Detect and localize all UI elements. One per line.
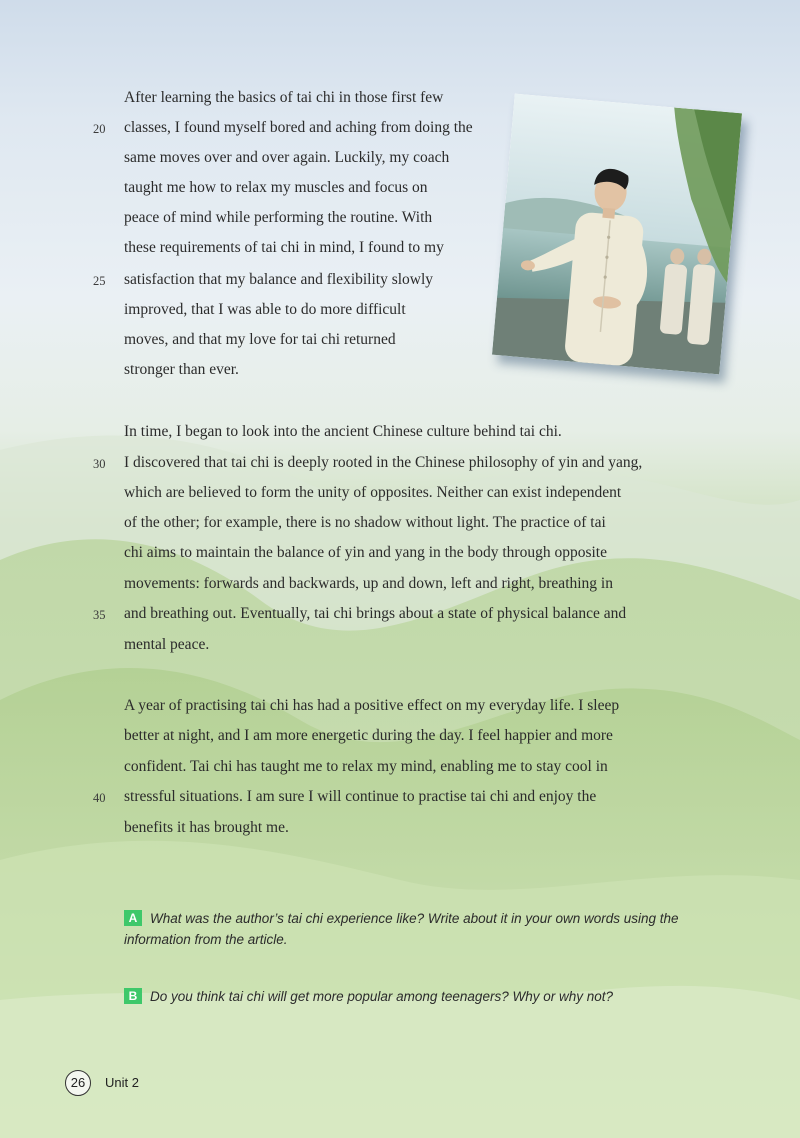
text-line: confident. Tai chi has taught me to relax my mind, enabling me to stay cool in [124,758,608,775]
line-number: 25 [93,274,106,288]
text-line: benefits it has brought me. [124,819,289,836]
text-line: satisfaction that my balance and flexibility slowly [124,271,434,288]
task-b [124,986,714,1007]
text-line: same moves over and over again. Luckily, my coach [124,149,450,166]
text-line: stressful situations. I am sure I will continue to practise tai chi and enjoy the [124,788,597,805]
line-number: 30 [93,457,106,471]
text-line: mental peace. [124,636,210,653]
text-line: I discovered that tai chi is deeply rooted in the Chinese philosophy of yin and yang, [124,454,643,471]
text-line: stronger than ever. [124,361,239,378]
task-label-badge: B [124,988,142,1004]
line-number: 35 [93,608,106,622]
text-line: movements: forwards and backwards, up and down, left and right, breathing in [124,575,613,592]
text-line: these requirements of tai chi in mind, I found to my [124,239,444,256]
page-number: 26 [65,1070,91,1096]
text-line: of the other; for example, there is no shadow without light. The practice of tai [124,514,606,531]
text-line: and breathing out. Eventually, tai chi brings about a state of physical balance and [124,605,627,622]
task-label-badge: A [124,910,142,926]
text-line: classes, I found myself bored and aching from doing the [124,119,473,136]
task-text: What was the author’s tai chi experience like? Write about it in your own words using the information from the article. [124,911,679,947]
text-line: which are believed to form the unity of opposites. Neither can exist independent [124,484,622,501]
text-line: After learning the basics of tai chi in those first few [124,89,444,106]
text-line: chi aims to maintain the balance of yin and yang in the body through opposite [124,544,607,561]
tai-chi-photo [492,94,742,375]
text-line: taught me how to relax my muscles and focus on [124,179,428,196]
tai-chi-illustration [492,94,742,375]
text-line: In time, I began to look into the ancient Chinese culture behind tai chi. [124,423,562,440]
line-number: 20 [93,122,106,136]
text-line: A year of practising tai chi has had a positive effect on my everyday life. I sleep [124,697,620,714]
text-line: improved, that I was able to do more difficult [124,301,406,318]
text-line: better at night, and I am more energetic during the day. I feel happier and more [124,727,613,744]
text-line: peace of mind while performing the routine. With [124,209,433,226]
line-number: 40 [93,791,106,805]
task-a [124,908,714,950]
unit-label: Unit 2 [105,1075,139,1090]
task-text: Do you think tai chi will get more popular among teenagers? Why or why not? [150,989,613,1004]
text-line: moves, and that my love for tai chi returned [124,331,396,348]
